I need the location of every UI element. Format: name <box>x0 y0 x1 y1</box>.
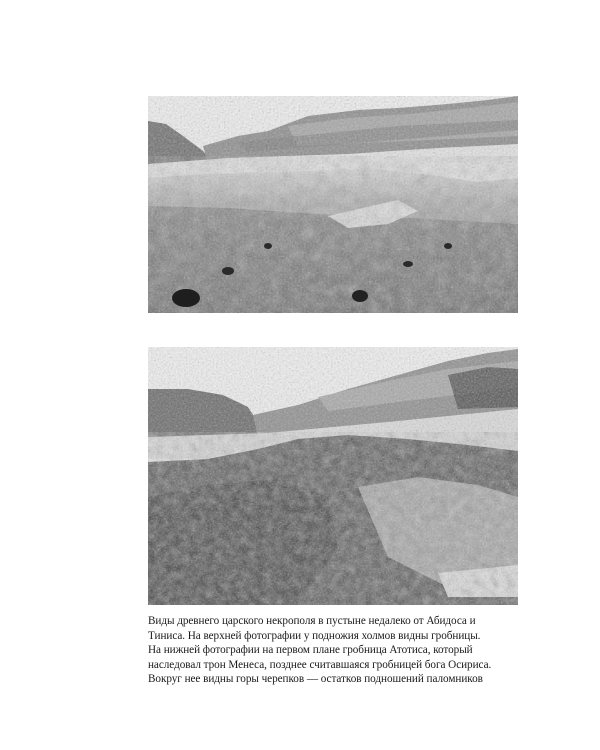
top-photograph <box>148 96 518 313</box>
bottom-photograph <box>148 347 518 605</box>
caption-line-5: Вокруг нее видны горы черепков — остатков подношений паломников <box>148 673 483 686</box>
caption-line-4: наследовал трон Менеса, позднее считавшаяся гробницей бога Осириса. <box>148 658 492 671</box>
caption-line-1: Виды древнего царского некрополя в пустыне недалеко от Абидоса и <box>148 615 476 627</box>
caption-line-3: На нижней фотографии на первом плане гробница Атотиса, который <box>148 644 473 657</box>
caption-line-2: Тиниса. На верхней фотографии у подножия холмов видны гробницы. <box>148 629 481 642</box>
photo-caption <box>148 614 528 687</box>
bottom-photo-image <box>148 347 518 605</box>
top-photo-image <box>148 96 518 313</box>
